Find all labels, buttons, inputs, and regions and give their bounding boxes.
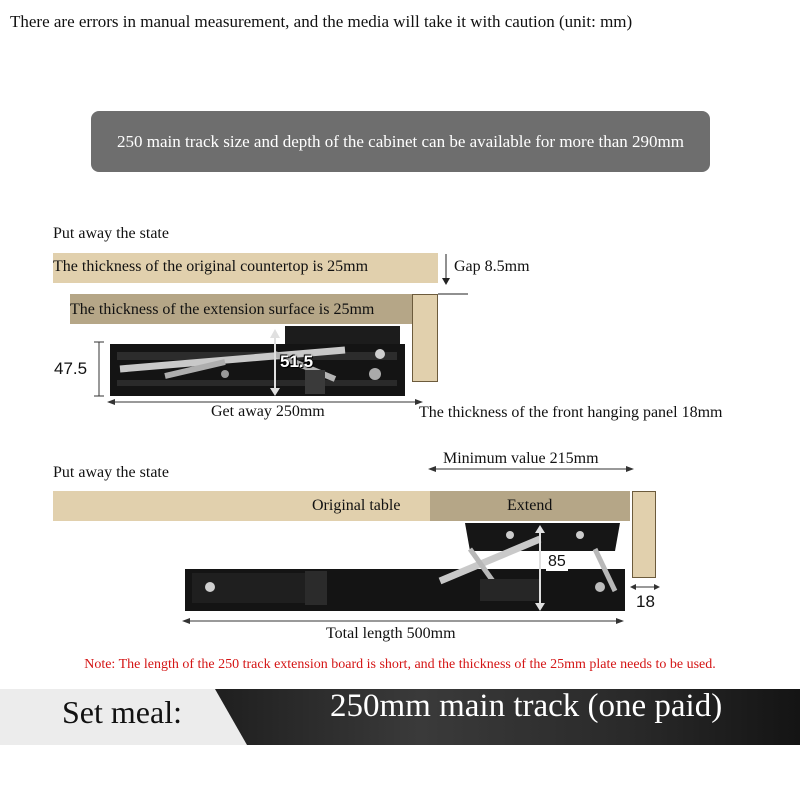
measurement-note: There are errors in manual measurement, and the media will take it with caution (unit: mm) [10, 12, 633, 31]
set-meal-label: Set meal: [62, 694, 182, 730]
countertop-thickness-label: The thickness of the original countertop is 25mm [53, 258, 369, 275]
original-table-label: Original table [312, 497, 401, 514]
minimum-value-label: Minimum value 215mm [443, 450, 599, 467]
extend-label: Extend [507, 497, 553, 514]
red-note: Note: The length of the 250 track extension board is short, and the thickness of the 25mm plate needs to be used. [84, 657, 716, 672]
open-height-label: 85 [548, 553, 566, 570]
closed-mechanism-illustration [105, 324, 410, 400]
height-label: 47.5 [54, 359, 88, 378]
extension-thickness-label: The thickness of the extension surface is 25mm [70, 301, 375, 318]
height-dimension [92, 340, 106, 398]
gap-label: Gap 8.5mm [454, 258, 530, 275]
lift-height-label: 51.5 [280, 352, 314, 371]
front-panel-thickness-label: The thickness of the front hanging panel 18mm [419, 404, 723, 421]
total-length-label: Total length 500mm [326, 625, 456, 642]
product-title: 250mm main track (one paid) [330, 688, 723, 724]
info-banner [91, 111, 710, 172]
closed-state-label: Put away the state [53, 225, 169, 242]
length-label: Get away 250mm [211, 403, 325, 420]
front-hanging-panel [412, 294, 438, 382]
panel-thickness-label: 18 [636, 592, 655, 611]
banner-text: 250 main track size and depth of the cabinet can be available for more than 290mm [117, 131, 684, 151]
open-state-label: Put away the state [53, 464, 169, 481]
open-front-panel [632, 491, 656, 578]
